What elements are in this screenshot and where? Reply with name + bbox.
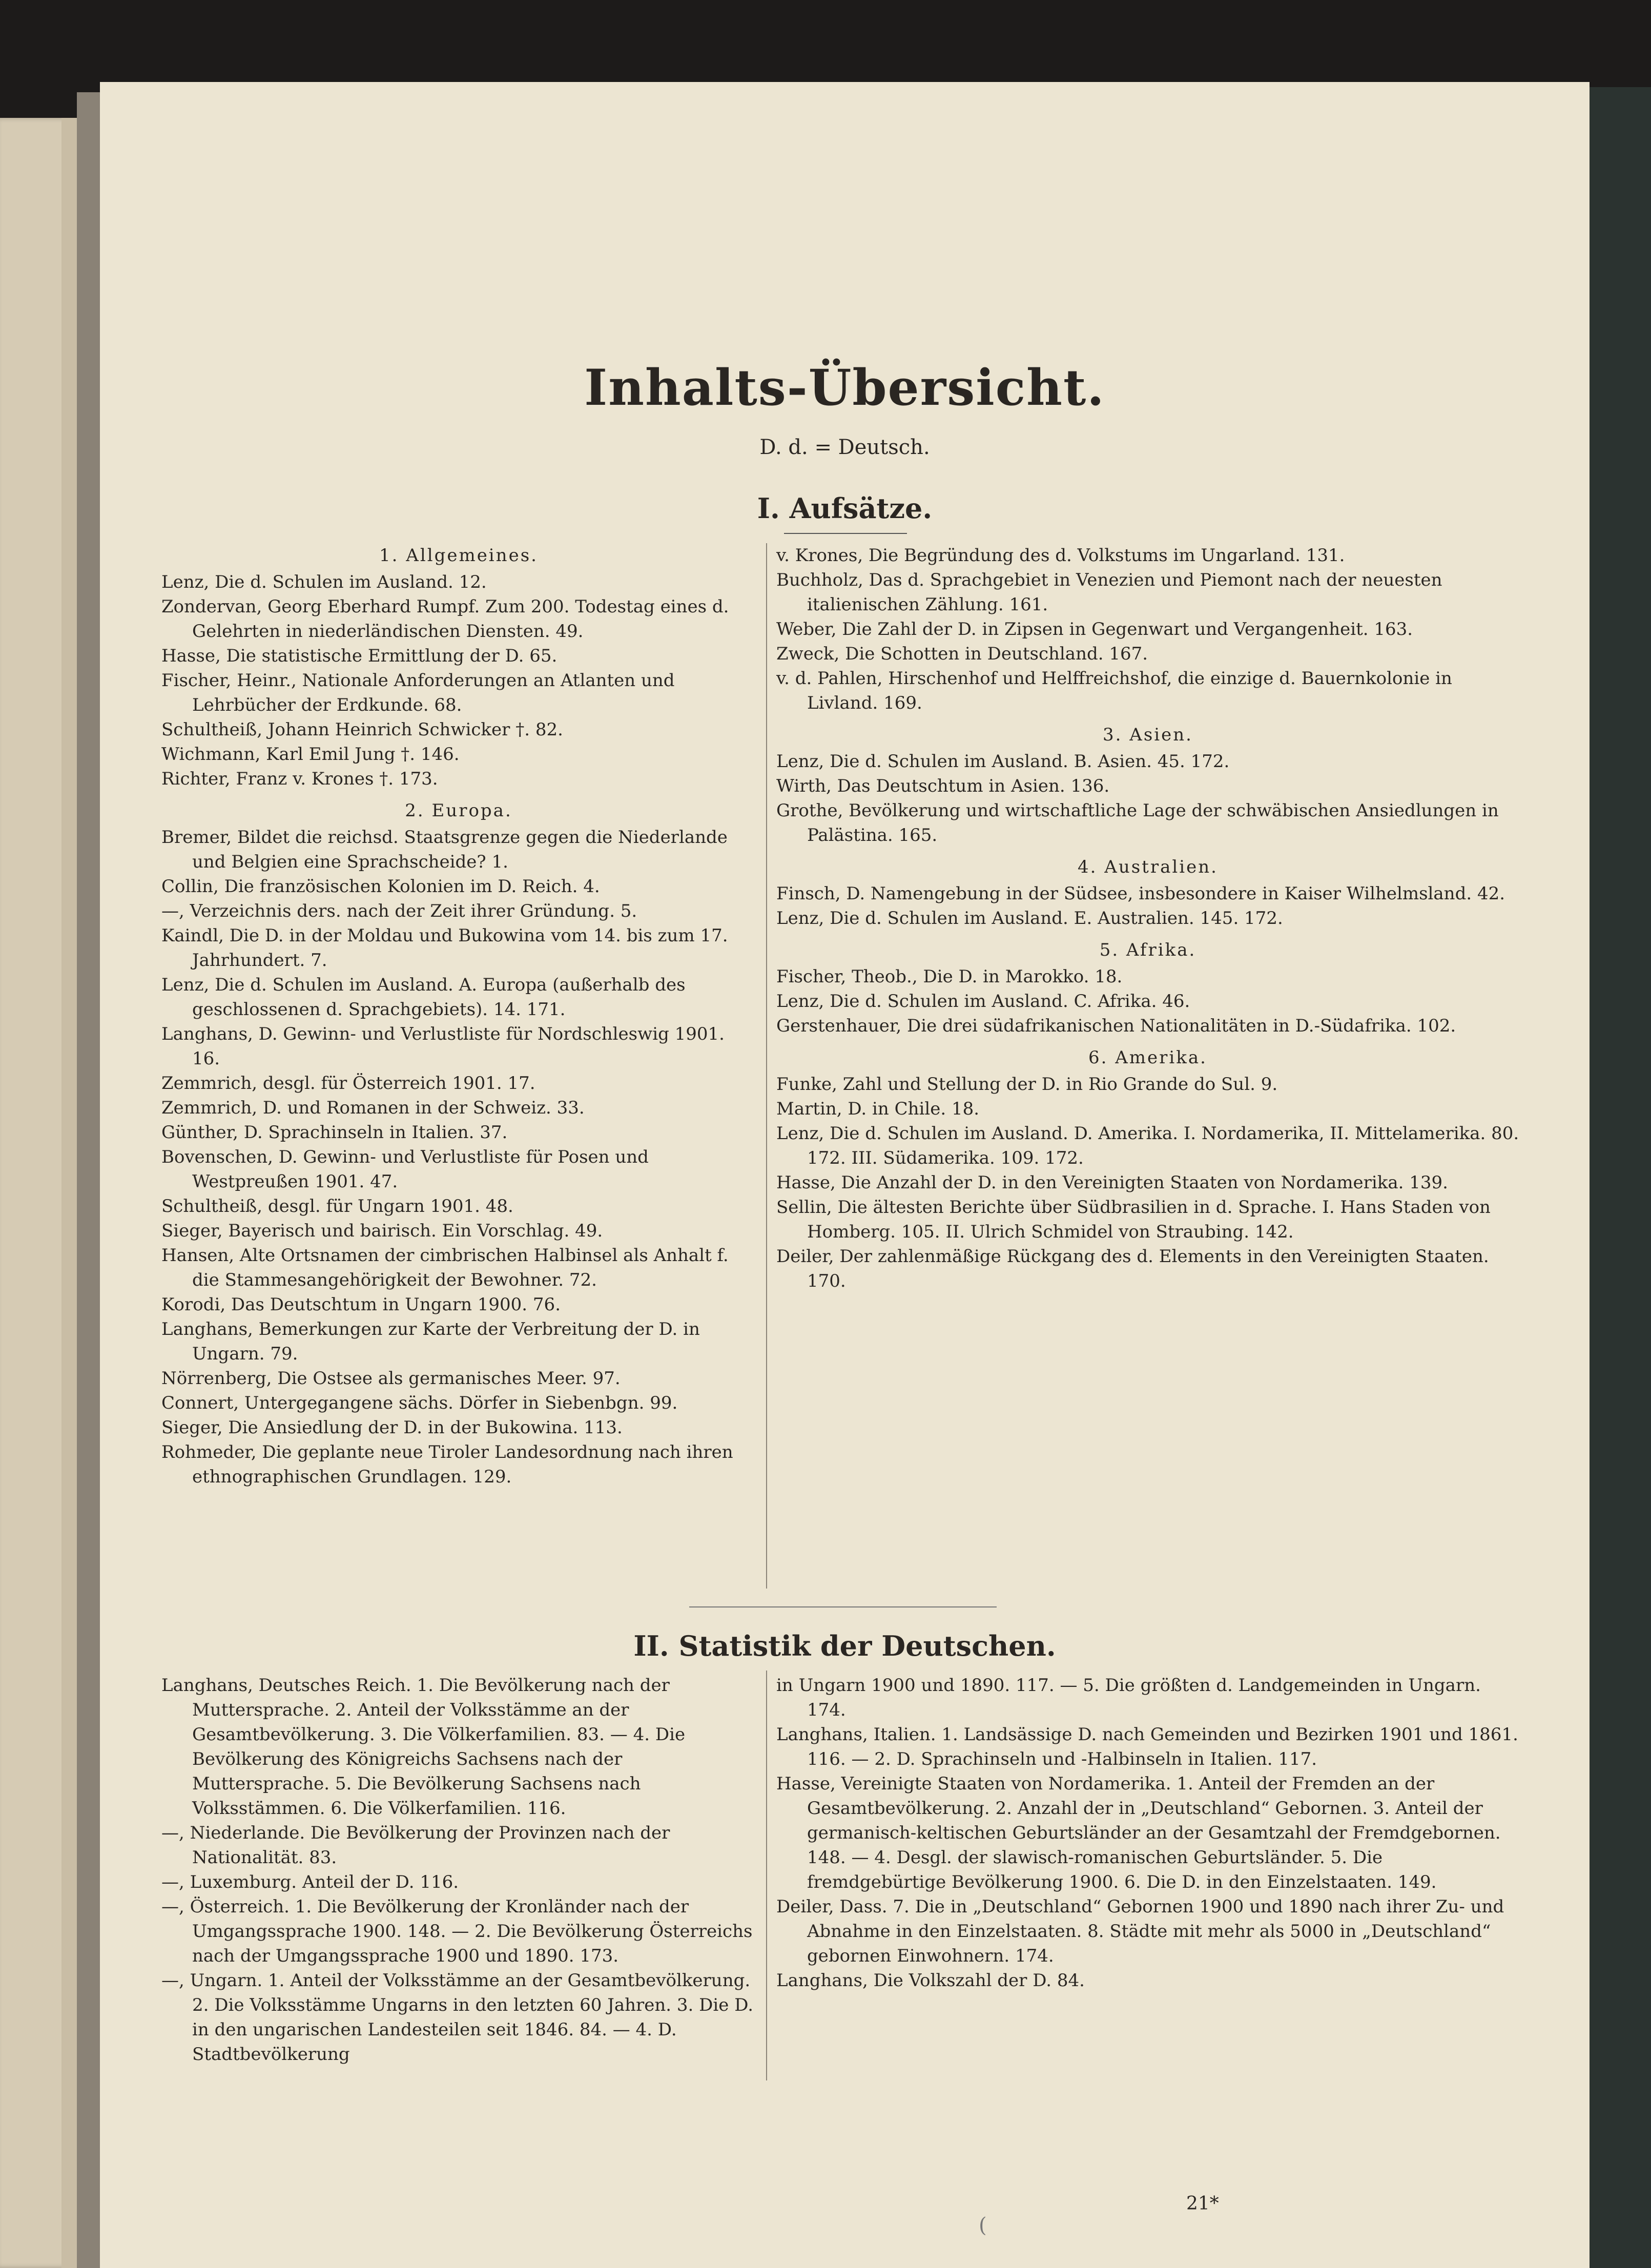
subsection-heading: 6. Amerika. — [1088, 1047, 1207, 1068]
index-entry: —, Niederlande. Die Bevölkerung der Provinzen nach der Nationalität. 83. — [161, 1823, 670, 1868]
index-entry: Hasse, Die Anzahl der D. in den Vereinigten Staaten von Nordamerika. 139. — [776, 1172, 1448, 1193]
index-entry: Schultheiß, Johann Heinrich Schwicker †. 82. — [161, 719, 563, 740]
subsection-heading: 3. Asien. — [1103, 725, 1193, 745]
subsection-heading: 4. Australien. — [1078, 857, 1218, 877]
subsection-heading: 5. Afrika. — [1099, 940, 1196, 960]
index-entry: Lenz, Die d. Schulen im Ausland. D. Amerika. I. Nordamerika, II. Mittelamerika. 80. 172. III. Südamerika. 109. 172. — [776, 1123, 1519, 1168]
index-entry: Hasse, Vereinigte Staaten von Nordamerika. 1. Anteil der Fremden an der Gesamtbevölkerung. 2. Anzahl der in „Deutschland“ Gebornen. 3. Anteil der germanisch-keltischen Geburtsländer an der Gesamtzahl der Fremdgebornen. 148. — 4. Desgl. der slawisch-romanischen Geburtsländer. 5. Die fremdgebürtige Bevölkerung 1900. 6. Die D. in den Einzelstaaten. 149. — [776, 1774, 1501, 1892]
index-entry: Connert, Untergegangene sächs. Dörfer in Siebenbgn. 99. — [161, 1393, 678, 1413]
index-entry: in Ungarn 1900 und 1890. 117. — 5. Die größten d. Landgemeinden in Ungarn. 174. — [776, 1675, 1481, 1720]
book-spine — [77, 92, 100, 2268]
index-entry: Langhans, Bemerkungen zur Karte der Verbreitung der D. in Ungarn. 79. — [161, 1319, 700, 1364]
essays-right-column — [776, 543, 1519, 1293]
book-cover-edge — [1590, 87, 1651, 2268]
index-entry: Bremer, Bildet die reichsd. Staatsgrenze gegen die Niederlande und Belgien eine Sprachscheide? 1. — [161, 827, 728, 872]
index-entry: Gerstenhauer, Die drei südafrikanischen Nationalitäten in D.-Südafrika. 102. — [776, 1016, 1456, 1036]
index-entry: Wichmann, Karl Emil Jung †. 146. — [161, 744, 460, 765]
index-entry: Nörrenberg, Die Ostsee als germanisches Meer. 97. — [161, 1368, 621, 1389]
index-entry: Grothe, Bevölkerung und wirtschaftliche Lage der schwäbischen Ansiedlungen in Palästina. 165. — [776, 800, 1499, 846]
index-entry: Lenz, Die d. Schulen im Ausland. C. Afrika. 46. — [776, 991, 1190, 1012]
index-entry: Langhans, Deutsches Reich. 1. Die Bevölkerung nach der Muttersprache. 2. Anteil der Volksstämme an der Gesamtbevölkerung. 3. Die Völkerfamilien. 83. — 4. Die Bevölkerung des Königreichs Sachsens nach der Muttersprache. 5. Die Bevölkerung Sachsens nach Volksstämmen. 6. Die Völkerfamilien. 116. — [161, 1675, 686, 1819]
subsection-heading: 1. Allgemeines. — [379, 545, 538, 566]
column-divider — [766, 543, 767, 1589]
page-title: Inhalts-Übersicht. — [584, 359, 1105, 417]
index-entry: Günther, D. Sprachinseln in Italien. 37. — [161, 1122, 508, 1143]
index-entry: Collin, Die französischen Kolonien im D. Reich. 4. — [161, 876, 600, 897]
abbreviation-note: D. d. = Deutsch. — [759, 436, 930, 459]
section-divider-rule — [689, 1606, 997, 1607]
document-page — [100, 82, 1590, 2268]
index-entry: Martin, D. in Chile. 18. — [776, 1099, 980, 1119]
statistics-right-column — [776, 1673, 1519, 1993]
index-entry: Hansen, Alte Ortsnamen der cimbrischen Halbinsel als Anhalt f. die Stammesangehörigkeit der Bewohner. 72. — [161, 1245, 729, 1290]
index-entry: Kaindl, Die D. in der Moldau und Bukowina vom 14. bis zum 17. Jahrhundert. 7. — [161, 925, 728, 971]
page-number: 21* — [1186, 2193, 1219, 2214]
bottom-mark: ( — [979, 2214, 987, 2237]
index-entry: Fischer, Heinr., Nationale Anforderungen an Atlanten und Lehrbücher der Erdkunde. 68. — [161, 670, 675, 715]
index-entry: Lenz, Die d. Schulen im Ausland. B. Asien. 45. 172. — [776, 751, 1230, 772]
heading-rule — [784, 533, 907, 534]
index-entry: Lenz, Die d. Schulen im Ausland. A. Europa (außerhalb des geschlossenen d. Sprachgebiets). 14. 171. — [161, 975, 686, 1020]
index-entry: Zemmrich, D. und Romanen in der Schweiz. 33. — [161, 1098, 585, 1118]
essays-left-column — [161, 543, 756, 1489]
index-entry: Richter, Franz v. Krones †. 173. — [161, 769, 438, 789]
index-entry: Langhans, Italien. 1. Landsässige D. nach Gemeinden und Bezirken 1901 und 1861. 116. — 2. D. Sprachinseln und -Halbinseln in Italien. 117. — [776, 1724, 1518, 1769]
index-entry: Buchholz, Das d. Sprachgebiet in Venezien und Piemont nach der neuesten italienischen Zählung. 161. — [776, 570, 1442, 615]
section-heading-essays: I. Aufsätze. — [757, 492, 933, 525]
index-entry: Korodi, Das Deutschtum in Ungarn 1900. 76. — [161, 1294, 561, 1315]
index-entry: v. Krones, Die Begründung des d. Volkstums im Ungarland. 131. — [776, 545, 1345, 566]
index-entry: Fischer, Theob., Die D. in Marokko. 18. — [776, 966, 1123, 987]
index-entry: Langhans, D. Gewinn- und Verlustliste für Nordschleswig 1901. 16. — [161, 1024, 725, 1069]
index-entry: —, Luxemburg. Anteil der D. 116. — [161, 1872, 459, 1892]
index-entry: Finsch, D. Namengebung in der Südsee, insbesondere in Kaiser Wilhelmsland. 42. — [776, 883, 1505, 904]
index-entry: v. d. Pahlen, Hirschenhof und Helffreichshof, die einzige d. Bauernkolonie in Livland. 169. — [776, 668, 1452, 713]
column-divider — [766, 1671, 767, 2080]
index-entry: —, Ungarn. 1. Anteil der Volksstämme an der Gesamtbevölkerung. 2. Die Volksstämme Ungarns in den letzten 60 Jahren. 3. Die D. in den ungarischen Landesteilen seit 1846. 84. — 4. D. Stadtbevölkerung — [161, 1970, 754, 2065]
index-entry: Zemmrich, desgl. für Österreich 1901. 17. — [161, 1073, 535, 1094]
index-entry: Wirth, Das Deutschtum in Asien. 136. — [776, 776, 1110, 796]
index-entry: Zondervan, Georg Eberhard Rumpf. Zum 200. Todestag eines d. Gelehrten in niederländischen Diensten. 49. — [161, 596, 729, 642]
index-entry: —, Verzeichnis ders. nach der Zeit ihrer Gründung. 5. — [161, 901, 637, 921]
index-entry: Langhans, Die Volkszahl der D. 84. — [776, 1970, 1085, 1991]
left-page-gutter — [61, 118, 77, 2268]
index-entry: Lenz, Die d. Schulen im Ausland. 12. — [161, 572, 487, 592]
index-entry: Funke, Zahl und Stellung der D. in Rio Grande do Sul. 9. — [776, 1074, 1278, 1095]
index-entry: Rohmeder, Die geplante neue Tiroler Landesordnung nach ihren ethnographischen Grundlagen. 129. — [161, 1442, 733, 1487]
index-entry: Sieger, Die Ansiedlung der D. in der Bukowina. 113. — [161, 1417, 623, 1438]
index-entry: Deiler, Der zahlenmäßige Rückgang des d. Elements in den Vereinigten Staaten. 170. — [776, 1246, 1489, 1291]
index-entry: Lenz, Die d. Schulen im Ausland. E. Australien. 145. 172. — [776, 908, 1283, 929]
subsection-heading: 2. Europa. — [405, 800, 512, 821]
index-entry: Bovenschen, D. Gewinn- und Verlustliste für Posen und Westpreußen 1901. 47. — [161, 1147, 649, 1192]
index-entry: —, Österreich. 1. Die Bevölkerung der Kronländer nach der Umgangssprache 1900. 148. — 2. Die Bevölkerung Österreichs nach der Umgangssprache 1900 und 1890. 173. — [161, 1896, 753, 1966]
index-entry: Sieger, Bayerisch und bairisch. Ein Vorschlag. 49. — [161, 1221, 603, 1241]
index-entry: Deiler, Dass. 7. Die in „Deutschland“ Gebornen 1900 und 1890 nach ihrer Zu- und Abnahme in den Einzelstaaten. 8. Städte mit mehr als 5000 in „Deutschland“ gebornen Einwohnern. 174. — [776, 1896, 1504, 1966]
index-entry: Zweck, Die Schotten in Deutschland. 167. — [776, 644, 1148, 664]
section-heading-statistics: II. Statistik der Deutschen. — [633, 1630, 1056, 1662]
index-entry: Hasse, Die statistische Ermittlung der D. 65. — [161, 646, 558, 666]
index-entry: Sellin, Die ältesten Berichte über Südbrasilien in d. Sprache. I. Hans Staden von Homberg. 105. II. Ulrich Schmidel von Straubing. 142. — [776, 1197, 1491, 1242]
index-entry: Schultheiß, desgl. für Ungarn 1901. 48. — [161, 1196, 513, 1217]
index-entry: Weber, Die Zahl der D. in Zipsen in Gegenwart und Vergangenheit. 163. — [776, 619, 1413, 640]
statistics-left-column — [161, 1673, 756, 2067]
